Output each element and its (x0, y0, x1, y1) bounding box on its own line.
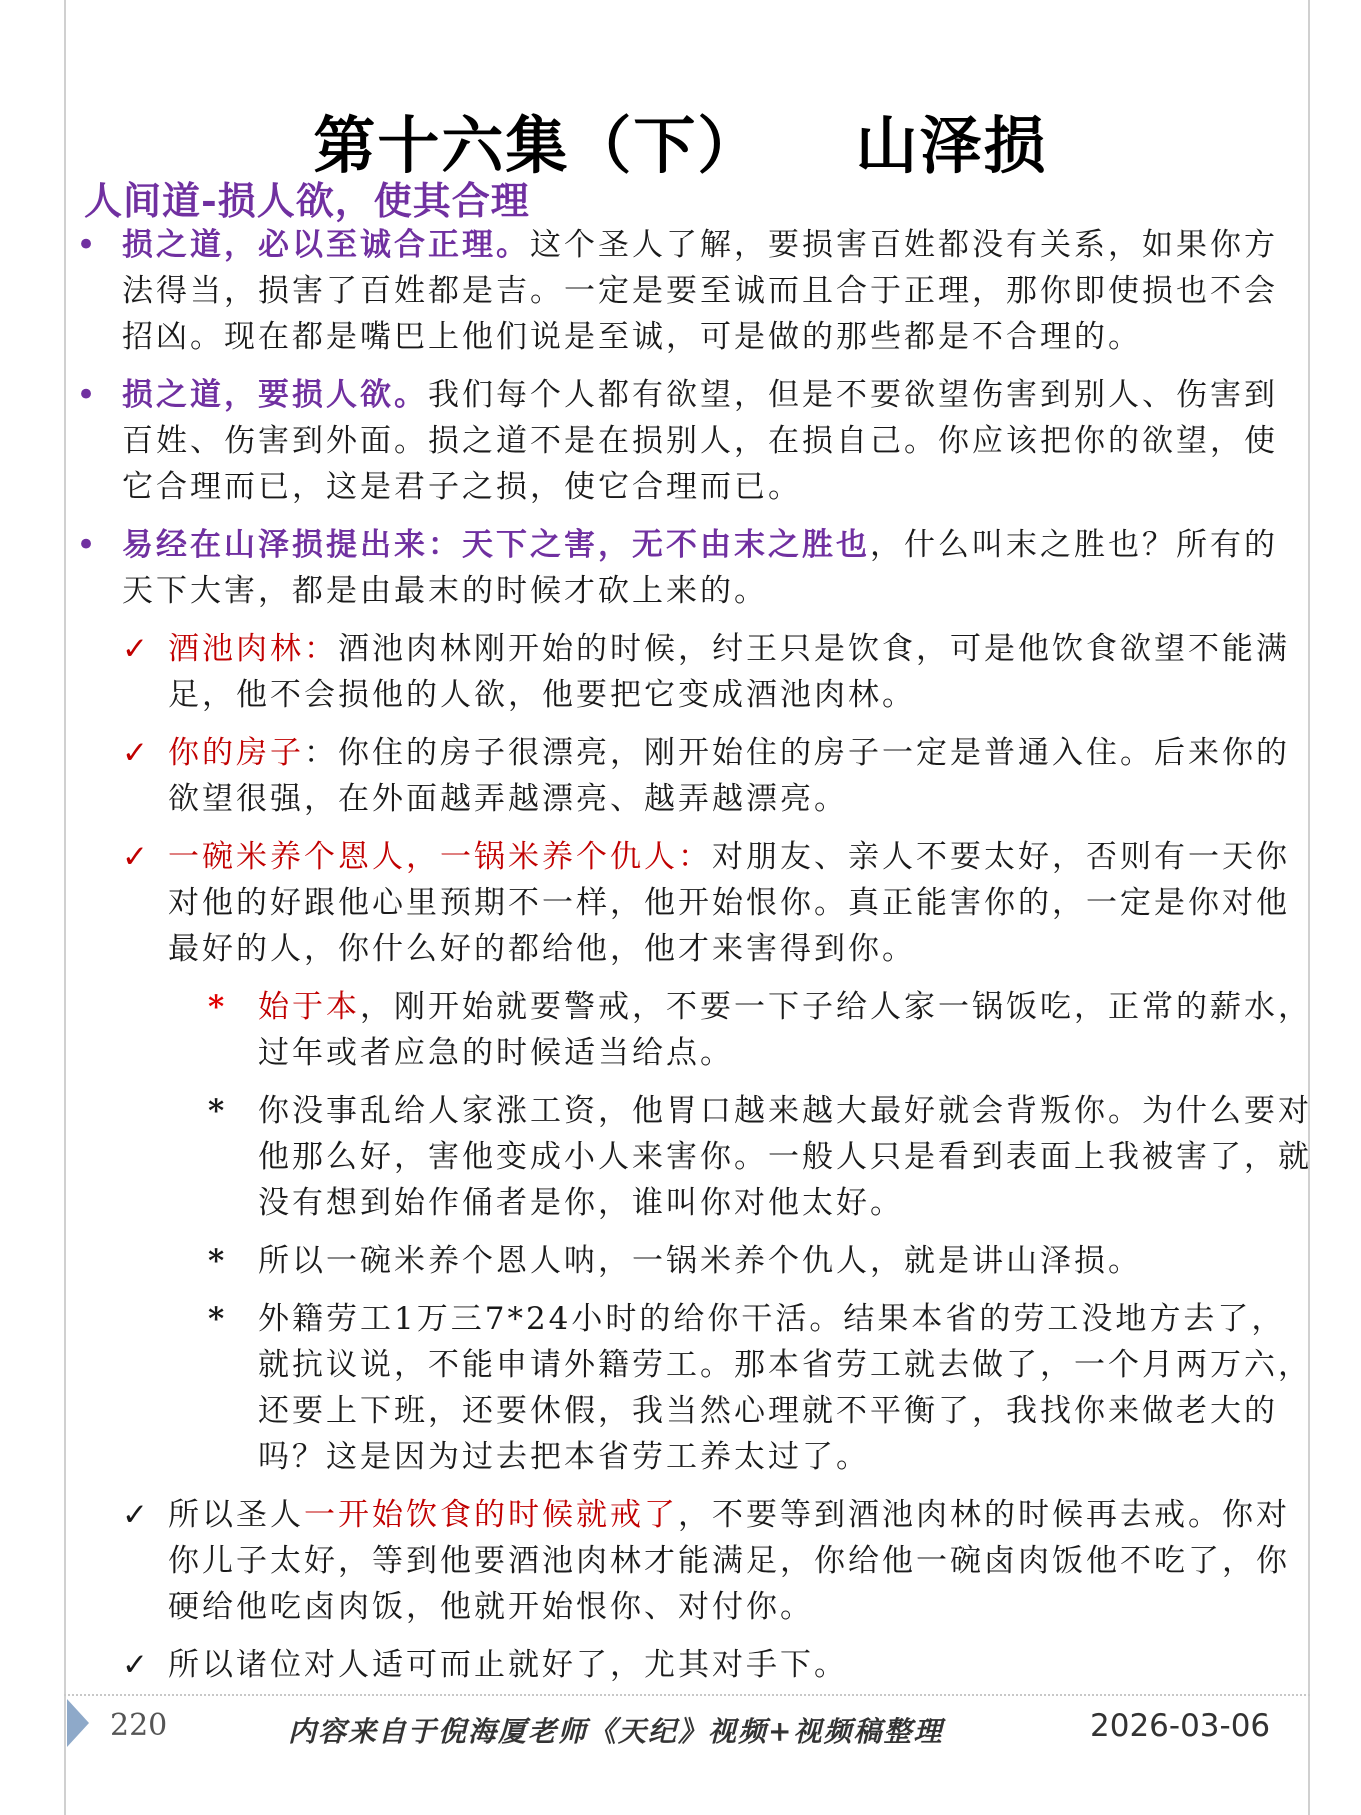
bullet-text: ，什么叫末之胜也？所有的天下大害，都是由最末的时候才砍上来的。 (122, 527, 1278, 609)
check-icon: ✓ (122, 735, 151, 771)
star-item (208, 1238, 1318, 1284)
footer-source: 内容来自于倪海厦老师《天纪》视频+视频稿整理 (288, 1715, 944, 1748)
bullet-heading: 损之道，必以至诚合正理。 (122, 227, 530, 263)
check-text: ：你住的房子很漂亮，刚开始住的房子一定是普通入住。后来你的欲望很强，在外面越弄越漂亮、越弄越漂亮。 (168, 735, 1290, 817)
bullet-marker: • (76, 375, 100, 415)
asterisk-icon: * (208, 1301, 228, 1337)
footer-date: 2026-03-06 (1090, 1708, 1271, 1744)
check-item (122, 626, 1308, 718)
bullet-item (76, 522, 1297, 614)
check-icon: ✓ (122, 1647, 151, 1683)
page-number: 220 (110, 1708, 168, 1743)
star-item (208, 1296, 1318, 1480)
check-text-prefix: 所以圣人 (168, 1497, 304, 1533)
check-icon: ✓ (122, 1497, 151, 1533)
bullet-item (76, 372, 1297, 510)
check-text: 所以诸位对人适可而止就好了，尤其对手下。 (168, 1647, 848, 1683)
check-highlight: 一开始饮食的时候就戒了 (304, 1497, 678, 1533)
asterisk-icon: * (208, 1093, 228, 1129)
check-text: 对朋友、亲人不要太好，否则有一天你对他的好跟他心里预期不一样，他开始恨你。真正能害你的，一定是你对他最好的人，你什么好的都给他，他才来害得到你。 (168, 839, 1290, 967)
bullet-heading: 易经在山泽损提出来：天下之害，无不由末之胜也 (122, 527, 870, 563)
star-item (208, 984, 1318, 1076)
bullet-item (76, 222, 1297, 360)
star-item (208, 1088, 1318, 1226)
check-text: 酒池肉林刚开始的时候，纣王只是饮食，可是他饮食欲望不能满足，他不会损他的人欲，他要把它变成酒池肉林。 (168, 631, 1290, 713)
star-text: 所以一碗米养个恩人呐，一锅米养个仇人，就是讲山泽损。 (258, 1243, 1142, 1279)
check-heading: 你的房子 (168, 735, 304, 771)
play-triangle-icon (67, 1699, 89, 1747)
check-item (122, 834, 1308, 972)
footer-divider (64, 1694, 1310, 1696)
page-title: 第十六集（下） 山泽损 (313, 109, 1048, 182)
star-text: 你没事乱给人家涨工资，他胃口越来越大最好就会背叛你。为什么要对他那么好，害他变成小人来害你。一般人只是看到表面上我被害了，就没有想到始作俑者是你，谁叫你对他太好。 (258, 1093, 1312, 1221)
check-item (122, 730, 1308, 822)
star-heading: 始于本 (258, 989, 360, 1025)
bullet-marker: • (76, 525, 100, 565)
star-text: ，刚开始就要警戒，不要一下子给人家一锅饭吃，正常的薪水，过年或者应急的时候适当给点。 (258, 989, 1312, 1071)
asterisk-icon: * (208, 1243, 228, 1279)
check-text: ，不要等到酒池肉林的时候再去戒。你对你儿子太好，等到他要酒池肉林才能满足，你给他一碗卤肉饭他不吃了，你硬给他吃卤肉饭，他就开始恨你、对付你。 (168, 1497, 1290, 1625)
slide-content (0, 222, 1361, 1700)
asterisk-icon: * (208, 989, 228, 1025)
check-item (122, 1492, 1308, 1630)
star-text: 外籍劳工1万三7*24小时的给你干活。结果本省的劳工没地方去了，就抗议说，不能申请外籍劳工。那本省劳工就去做了，一个月两万六，还要上下班，还要休假，我当然心理就不平衡了，我找你来做老大的吗？这是因为过去把本省劳工养太过了。 (258, 1301, 1312, 1475)
check-heading: 酒池肉林： (168, 631, 338, 667)
section-subtitle: 人间道-损人欲，使其合理 (84, 178, 530, 223)
check-icon: ✓ (122, 839, 151, 875)
bullet-text: 这个圣人了解，要损害百姓都没有关系，如果你方法得当，损害了百姓都是吉。一定是要至诚而且合于正理，那你即使损也不会招凶。现在都是嘴巴上他们说是至诚，可是做的那些都是不合理的。 (122, 227, 1278, 355)
check-heading: 一碗米养个恩人，一锅米养个仇人： (168, 839, 712, 875)
bullet-text: 我们每个人都有欲望，但是不要欲望伤害到别人、伤害到百姓、伤害到外面。损之道不是在损别人，在损自己。你应该把你的欲望，使它合理而已，这是君子之损，使它合理而已。 (122, 377, 1278, 505)
bullet-marker: • (76, 225, 100, 265)
bullet-heading: 损之道，要损人欲。 (122, 377, 428, 413)
check-item (122, 1642, 1308, 1688)
check-icon: ✓ (122, 631, 151, 667)
